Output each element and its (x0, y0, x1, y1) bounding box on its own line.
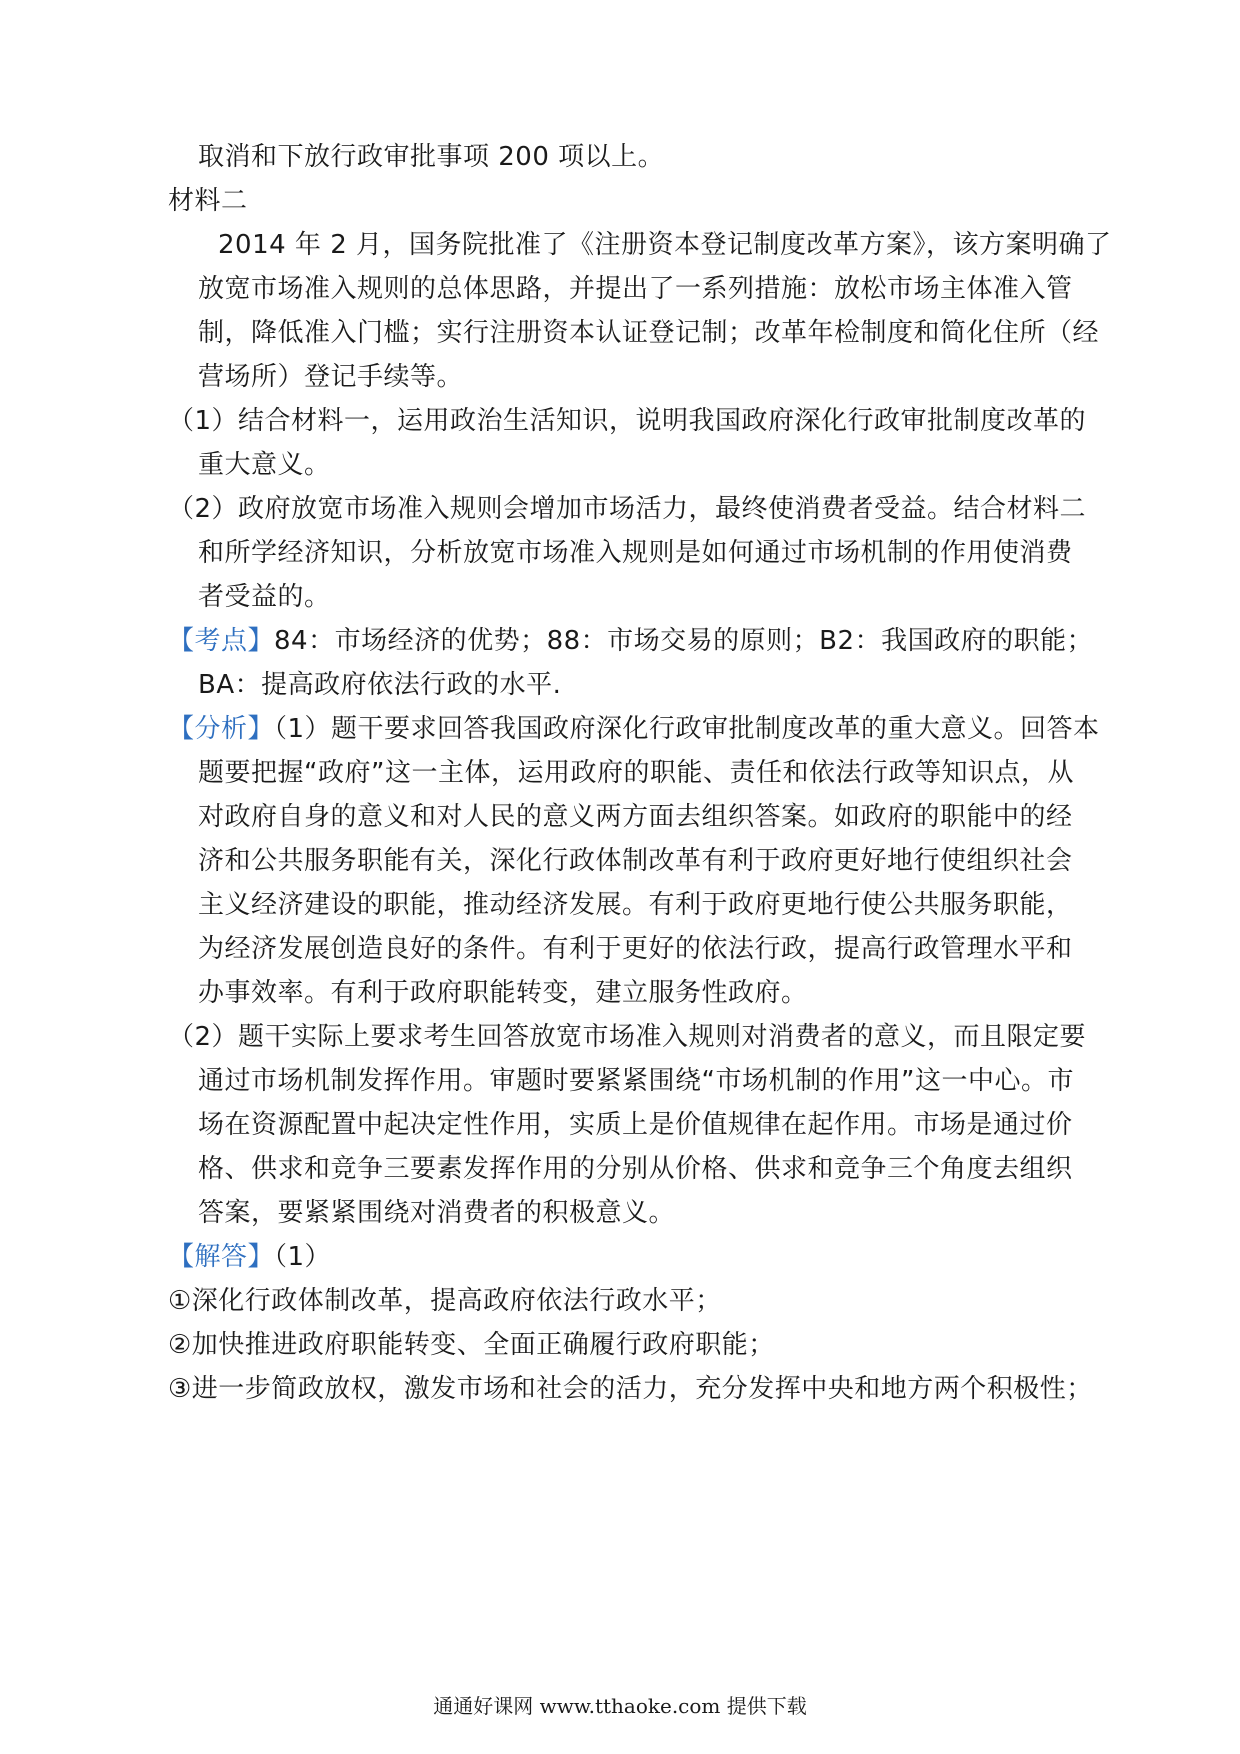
fenxi-part2-line: 答案，要紧紧围绕对消费者的积极意义。 (198, 1198, 676, 1228)
fenxi-line (168, 712, 1100, 746)
question-1-line: （1）结合材料一，运用政治生活知识，说明我国政府深化行政审批制度改革的 (168, 406, 1087, 436)
material2-heading: 材料二 (168, 186, 248, 216)
jieda-line (168, 1240, 331, 1274)
fenxi-line: 济和公共服务职能有关，深化行政体制改革有利于政府更好地行使组织社会 (198, 846, 1073, 876)
fenxi-part2-line: 格、供求和竞争三要素发挥作用的分别从价格、供求和竞争三个角度去组织 (198, 1154, 1073, 1184)
kaodian-text: 84：市场经济的优势；88：市场交易的原则；B2：我国政府的职能； (274, 626, 1094, 656)
question-2-line: 和所学经济知识，分析放宽市场准入规则是如何通过市场机制的作用使消费 (198, 538, 1073, 568)
jieda-tag: 【解答】 (168, 1242, 275, 1272)
kaodian-tag: 【考点】 (168, 626, 275, 656)
answer-item: ①深化行政体制改革，提高政府依法行政水平； (168, 1286, 722, 1316)
fenxi-tag: 【分析】 (168, 714, 275, 744)
jieda-text: （1） (274, 1242, 332, 1272)
fenxi-line: 对政府自身的意义和对人民的意义两方面去组织答案。如政府的职能中的经 (198, 802, 1073, 832)
fenxi-part2-line: 场在资源配置中起决定性作用，实质上是价值规律在起作用。市场是通过价 (198, 1110, 1073, 1140)
fenxi-line: 办事效率。有利于政府职能转变，建立服务性政府。 (198, 978, 808, 1008)
fenxi-part2-line: （2）题干实际上要求考生回答放宽市场准入规则对消费者的意义，而且限定要 (168, 1022, 1087, 1052)
question-2-line: 者受益的。 (198, 582, 331, 612)
fenxi-text: （1）题干要求回答我国政府深化行政审批制度改革的重大意义。回答本 (274, 714, 1100, 744)
fenxi-line: 题要把握“政府”这一主体，运用政府的职能、责任和依法行政等知识点，从 (198, 758, 1074, 788)
question-2-line: （2）政府放宽市场准入规则会增加市场活力，最终使消费者受益。结合材料二 (168, 494, 1087, 524)
answer-item: ②加快推进政府职能转变、全面正确履行政府职能； (168, 1330, 775, 1360)
kaodian-line: BA：提高政府依法行政的水平. (198, 670, 562, 700)
material2-line: 制，降低准入门槛；实行注册资本认证登记制；改革年检制度和简化住所（经 (198, 318, 1100, 348)
material1-tail-line: 取消和下放行政审批事项 200 项以上。 (198, 142, 665, 172)
kaodian-line (168, 624, 1093, 658)
fenxi-part2-line: 通过市场机制发挥作用。审题时要紧紧围绕“市场机制的作用”这一中心。市 (198, 1066, 1074, 1096)
material2-line: 2014 年 2 月，国务院批准了《注册资本登记制度改革方案》，该方案明确了 (218, 230, 1112, 260)
page-footer: 通通好课网 www.tthaoke.com 提供下载 (433, 1694, 807, 1718)
answer-item: ③进一步简政放权，激发市场和社会的活力，充分发挥中央和地方两个积极性； (168, 1374, 1093, 1404)
fenxi-line: 为经济发展创造良好的条件。有利于更好的依法行政，提高行政管理水平和 (198, 934, 1073, 964)
fenxi-line: 主义经济建设的职能，推动经济发展。有利于政府更地行使公共服务职能， (198, 890, 1073, 920)
material2-line: 营场所）登记手续等。 (198, 362, 464, 392)
material2-line: 放宽市场准入规则的总体思路，并提出了一系列措施：放松市场主体准入管 (198, 274, 1073, 304)
question-1-line: 重大意义。 (198, 450, 331, 480)
